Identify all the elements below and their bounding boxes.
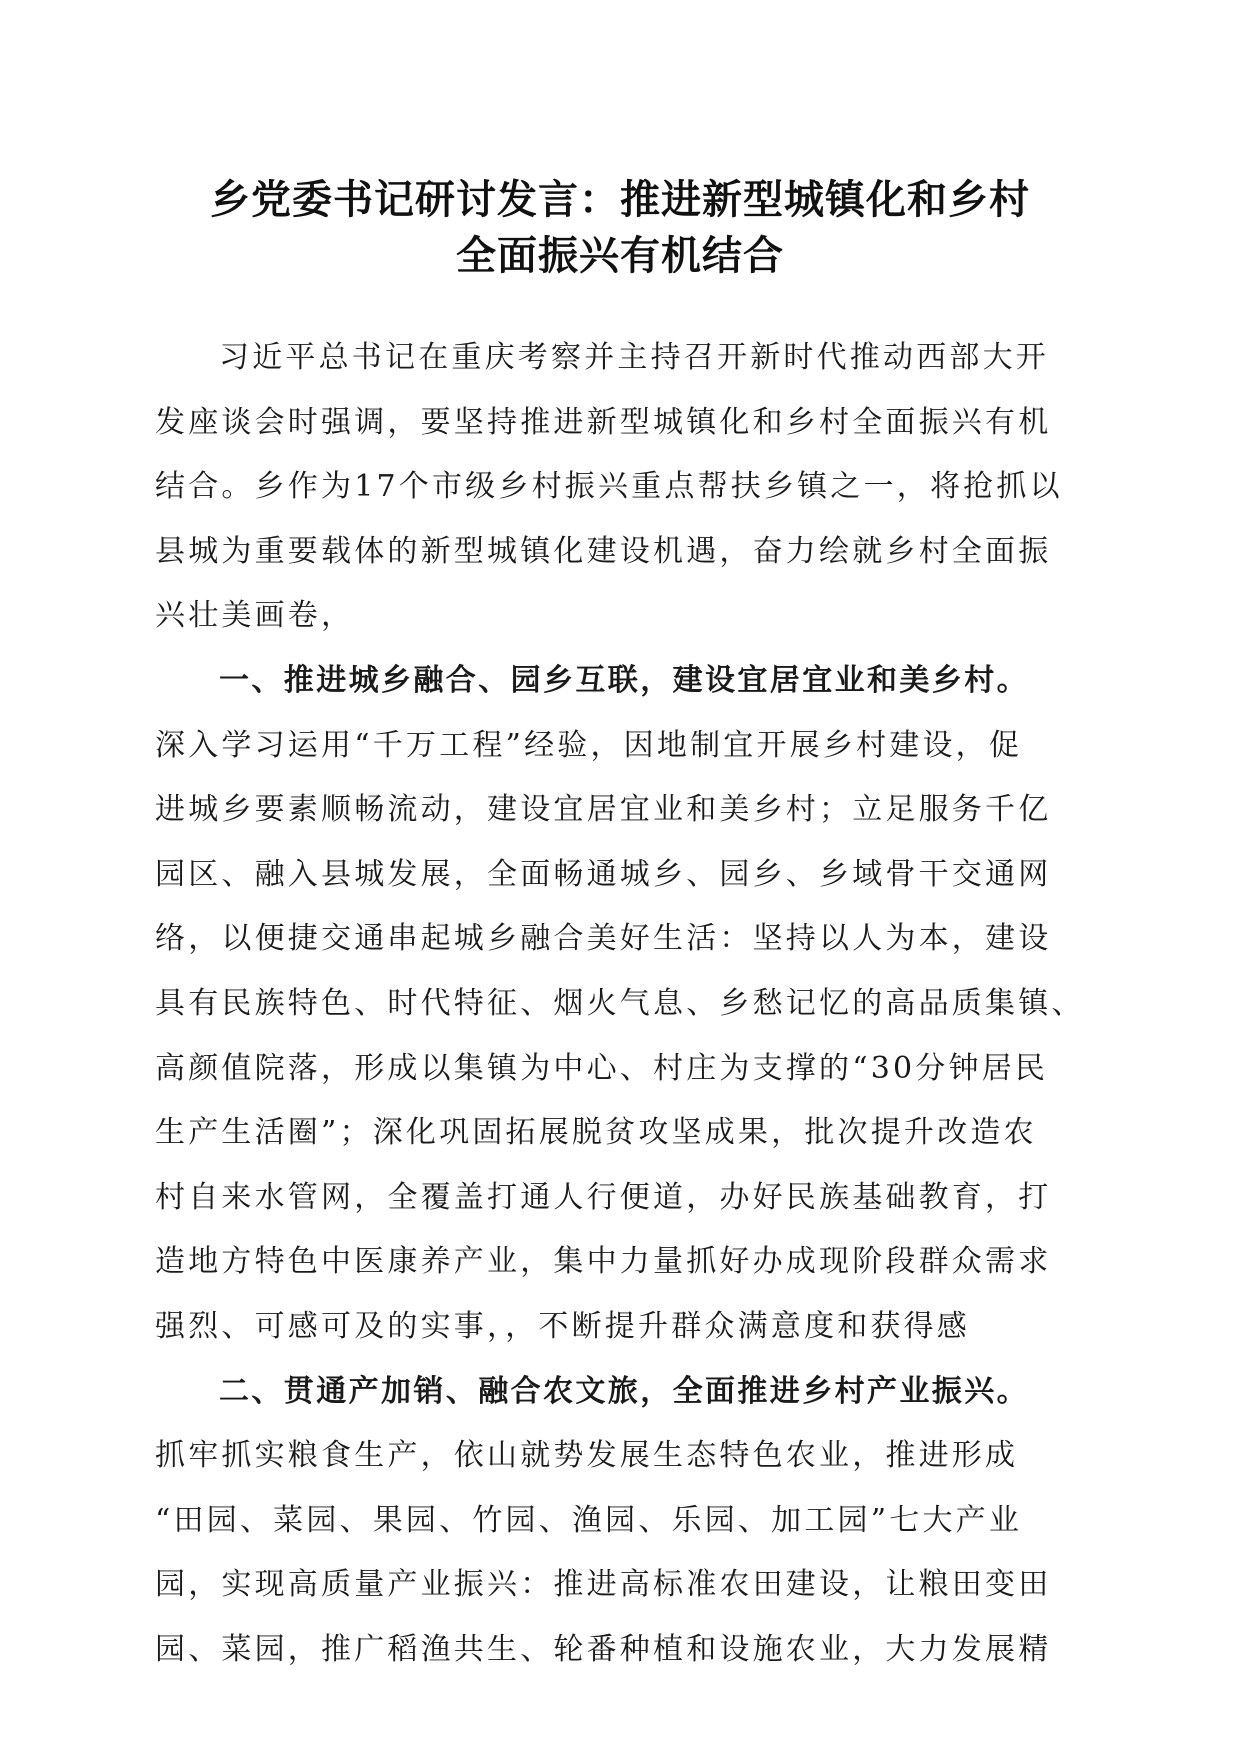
paragraph-line: 园、菜园，推广稻渔共生、轮番种植和设施农业，大力发展精 [155,1631,1052,1667]
section-heading-line: 二、贯通产加销、融合农文旅，全面推进乡村产业振兴。 [219,1373,1029,1409]
paragraph-line: 兴壮美画卷， [155,598,355,634]
paragraph-line: 园区、融入县城发展，全面畅通城乡、园乡、乡域骨干交通网 [155,856,1052,892]
section-heading-line: 一、推进城乡融合、园乡互联，建设宜居宜业和美乡村。 [219,662,1029,698]
paragraph-line: 结合。乡作为17个市级乡村振兴重点帮扶乡镇之一，将抢抓以 [155,469,1063,505]
paragraph-line: 发座谈会时强调，要坚持推进新型城镇化和乡村全面振兴有机 [155,404,1052,440]
paragraph-line: 生产生活圈”；深化巩固拓展脱贫攻坚成果，批次提升改造农 [155,1115,1037,1151]
paragraph-line: 络，以便捷交通串起城乡融合美好生活：坚持以人为本，建设 [155,921,1052,957]
paragraph-line: 进城乡要素顺畅流动，建设宜居宜业和美乡村；立足服务千亿 [155,792,1052,828]
paragraph-line: 具有民族特色、时代特征、烟火气息、乡愁记忆的高品质集镇、 [155,985,1085,1021]
body-text [155,326,1085,1682]
paragraph-line: 抓牢抓实粮食生产，依山就势发展生态特色农业，推进形成 [155,1438,1019,1474]
title-line-2: 全面振兴有机结合 [456,233,784,279]
paragraph-line: 习近平总书记在重庆考察并主持召开新时代推动西部大开 [219,340,1049,375]
paragraph-line: 高颜值院落，形成以集镇为中心、村庄为支撑的“30分钟居民 [155,1050,1049,1086]
paragraph-line: “田园、菜园、果园、竹园、渔园、乐园、加工园”七大产业 [155,1502,1023,1538]
page-title [150,172,1090,284]
paragraph-line: 深入学习运用“千万工程”经验，因地制宜开展乡村建设，促 [155,727,1023,763]
title-line-1: 乡党委书记研讨发言：推进新型城镇化和乡村 [210,177,1030,223]
paragraph-line: 村自来水管网，全覆盖打通人行便道，办好民族基础教育，打 [155,1179,1052,1215]
paragraph-line: 造地方特色中医康养产业，集中力量抓好办成现阶段群众需求 [155,1244,1052,1280]
paragraph-line: 强烈、可感可及的实事，，不断提升群众满意度和获得感 [155,1308,970,1344]
paragraph-line: 县城为重要载体的新型城镇化建设机遇，奋力绘就乡村全面振 [155,533,1052,569]
paragraph-line: 园，实现高质量产业振兴：推进高标准农田建设，让粮田变田 [155,1567,1052,1603]
